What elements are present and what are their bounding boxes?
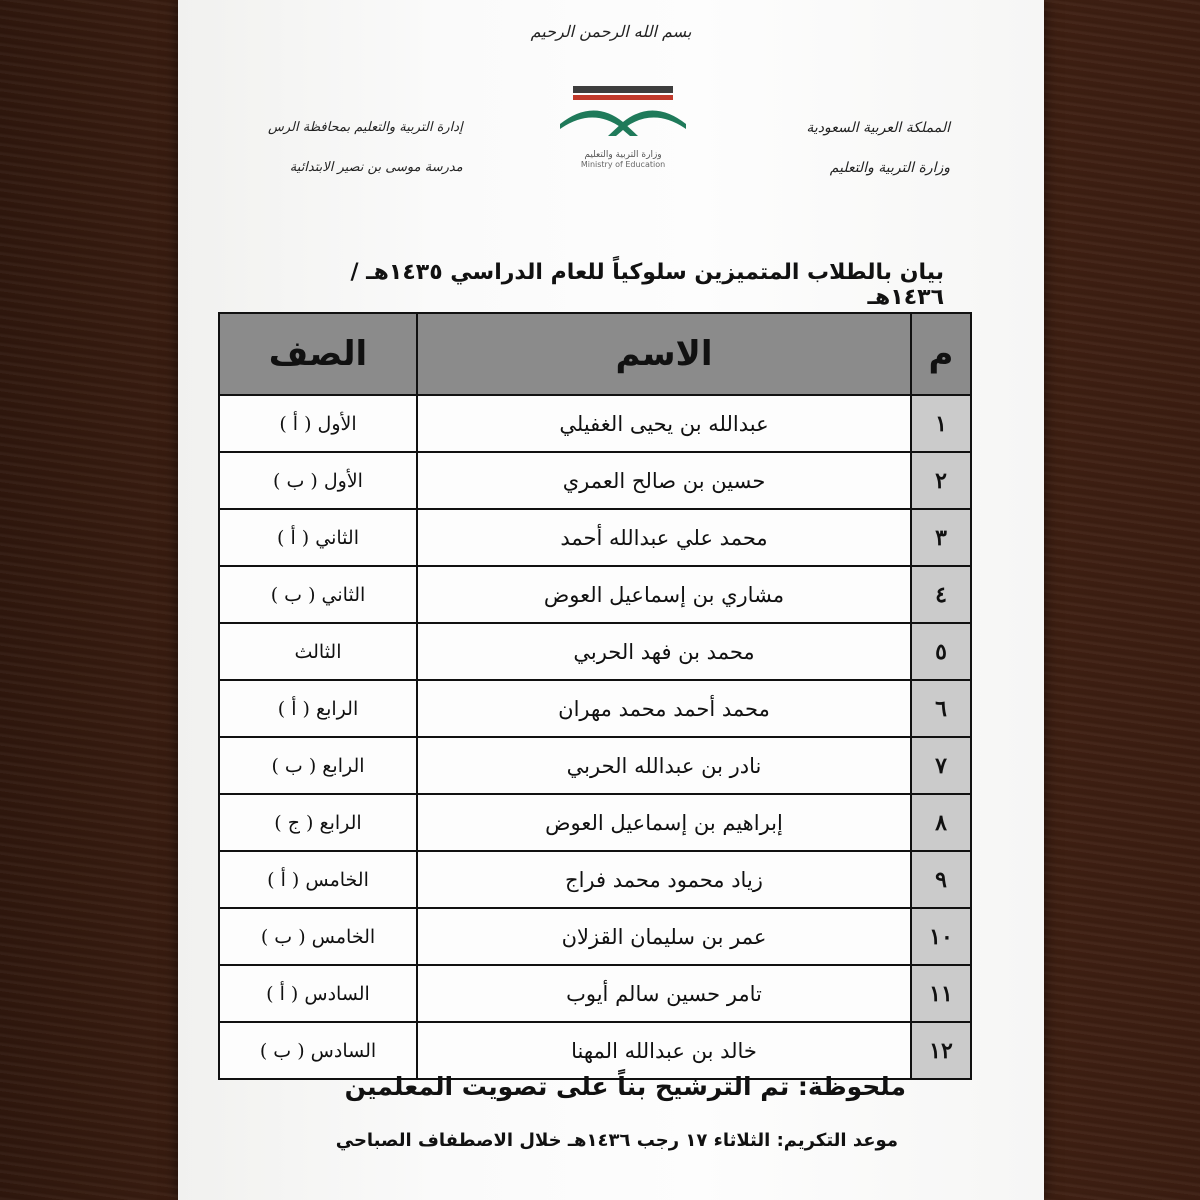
table-row — [219, 794, 971, 851]
table-row — [219, 737, 971, 794]
table-row — [219, 965, 971, 1022]
student-name: خالد بن عبدالله المهنا — [417, 1022, 911, 1079]
open-book-icon — [548, 84, 698, 146]
student-name: محمد أحمد محمد مهران — [417, 680, 911, 737]
student-class: الخامس ( ب ) — [219, 908, 417, 965]
header-class: الصف — [219, 313, 417, 395]
student-name: عمر بن سليمان القزلان — [417, 908, 911, 965]
student-class: الثالث — [219, 623, 417, 680]
student-name: حسين بن صالح العمري — [417, 452, 911, 509]
table-row — [219, 566, 971, 623]
country-name: المملكة العربية السعودية — [806, 120, 950, 136]
student-name: تامر حسين سالم أيوب — [417, 965, 911, 1022]
header-left-block — [268, 108, 463, 188]
student-name: مشاري بن إسماعيل العوض — [417, 566, 911, 623]
table-row — [219, 680, 971, 737]
table-row — [219, 509, 971, 566]
row-number: ٧ — [911, 737, 971, 794]
ceremony-date: موعد التكريم: الثلاثاء ١٧ رجب ١٤٣٦هـ خلال الاصطفاف الصباحي — [335, 1130, 898, 1151]
student-class: السادس ( أ ) — [219, 965, 417, 1022]
row-number: ٣ — [911, 509, 971, 566]
student-name: محمد علي عبدالله أحمد — [417, 509, 911, 566]
row-number: ١١ — [911, 965, 971, 1022]
student-class: الرابع ( ج ) — [219, 794, 417, 851]
header-right-block — [806, 108, 950, 188]
row-number: ٥ — [911, 623, 971, 680]
row-number: ٤ — [911, 566, 971, 623]
student-class: الخامس ( أ ) — [219, 851, 417, 908]
document-page — [178, 0, 1044, 1200]
student-name: محمد بن فهد الحربي — [417, 623, 911, 680]
student-class: الأول ( ب ) — [219, 452, 417, 509]
student-name: إبراهيم بن إسماعيل العوض — [417, 794, 911, 851]
row-number: ٨ — [911, 794, 971, 851]
nomination-note: ملحوظة: تم الترشيح بناً على تصويت المعلمين — [344, 1072, 906, 1101]
table-row — [219, 623, 971, 680]
header-number: م — [911, 313, 971, 395]
row-number: ١ — [911, 395, 971, 452]
table-row — [219, 452, 971, 509]
logo-caption-english: Ministry of Education — [580, 160, 666, 169]
student-class: الأول ( أ ) — [219, 395, 417, 452]
students-table — [218, 312, 972, 1080]
student-name: نادر بن عبدالله الحربي — [417, 737, 911, 794]
ministry-logo — [548, 84, 698, 169]
table-row — [219, 1022, 971, 1079]
row-number: ٩ — [911, 851, 971, 908]
basmala: بسم الله الرحمن الرحيم — [530, 22, 692, 41]
table-row — [219, 395, 971, 452]
header-name: الاسم — [417, 313, 911, 395]
document-title: بيان بالطلاب المتميزين سلوكياً للعام الدراسي ١٤٣٥هـ / ١٤٣٦هـ — [350, 260, 944, 310]
table-row — [219, 908, 971, 965]
table-row — [219, 851, 971, 908]
row-number: ١٢ — [911, 1022, 971, 1079]
student-name: زياد محمود محمد فراج — [417, 851, 911, 908]
education-directorate: إدارة التربية والتعليم بمحافظة الرس — [268, 120, 463, 135]
student-class: الرابع ( أ ) — [219, 680, 417, 737]
ministry-name: وزارة التربية والتعليم — [829, 160, 950, 176]
student-class: الرابع ( ب ) — [219, 737, 417, 794]
student-name: عبدالله بن يحيى الغفيلي — [417, 395, 911, 452]
row-number: ١٠ — [911, 908, 971, 965]
row-number: ٢ — [911, 452, 971, 509]
row-number: ٦ — [911, 680, 971, 737]
table-header-row — [219, 313, 971, 395]
student-class: الثاني ( ب ) — [219, 566, 417, 623]
student-class: السادس ( ب ) — [219, 1022, 417, 1079]
logo-caption-arabic: وزارة التربية والتعليم — [584, 150, 662, 160]
student-class: الثاني ( أ ) — [219, 509, 417, 566]
school-name: مدرسة موسى بن نصير الابتدائية — [289, 160, 463, 175]
